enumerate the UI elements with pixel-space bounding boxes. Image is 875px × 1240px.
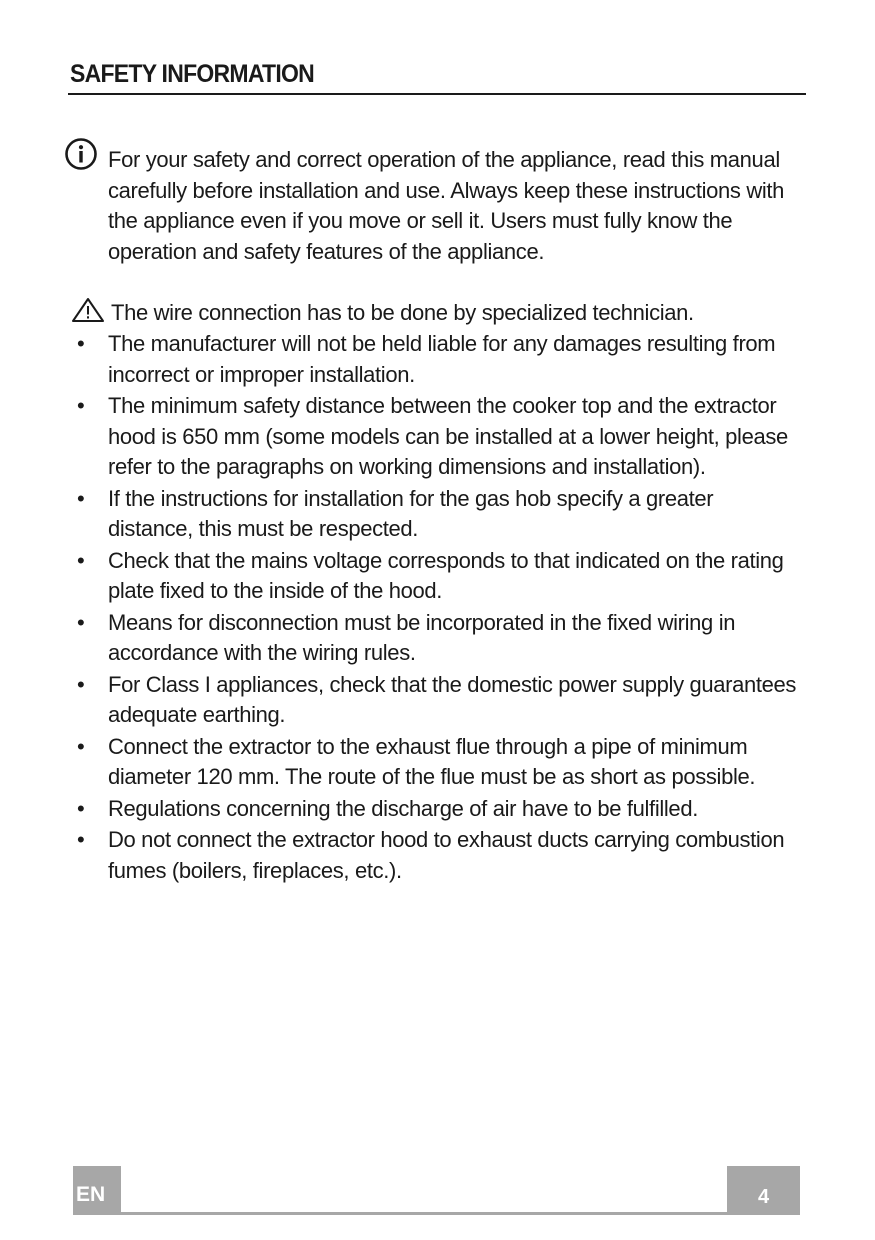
warning-text: The wire connection has to be done by specialized technician. (111, 300, 694, 325)
footer-language-tab: EN (73, 1166, 121, 1215)
bullet-text: The minimum safety distance between the cooker top and the extractor hood is 650 mm (some models can be installed at a lower height, please refer to the paragraphs on working dimensions and installation). (108, 393, 788, 479)
bullet-text: Regulations concerning the discharge of air have to be fulfilled. (108, 795, 698, 821)
bullet-icon: • (77, 547, 85, 573)
bullet-icon: • (77, 795, 85, 821)
bullet-text: If the instructions for installation for the gas hob specify a greater distance, this must be respected. (108, 485, 714, 541)
list-item (0, 670, 798, 731)
footer-divider (121, 1212, 727, 1215)
page-title: SAFETY INFORMATION (70, 60, 315, 88)
list-item (0, 391, 798, 483)
list-item (0, 825, 798, 886)
bullet-text: Means for disconnection must be incorporated in the fixed wiring in accordance with the wiring rules. (108, 609, 736, 665)
bullet-text: The manufacturer will not be held liable for any damages resulting from incorrect or improper installation. (108, 331, 776, 387)
title-divider (68, 93, 806, 95)
bullet-icon: • (77, 393, 85, 418)
info-paragraph: For your safety and correct operation of the appliance, read this manual carefully before installation and use. Always keep these instructions with the appliance even if you move or sell it. Users must fully know the operation and safety features of the appliance. (108, 147, 785, 264)
list-item (0, 484, 798, 545)
bullet-icon: • (77, 485, 85, 511)
list-item (0, 329, 798, 390)
bullet-text: Check that the mains voltage corresponds to that indicated on the rating plate fixed to the inside of the hood. (108, 547, 784, 603)
bullet-icon: • (77, 827, 85, 852)
bullet-icon: • (77, 671, 85, 697)
bullet-icon: • (77, 331, 85, 356)
list-item (0, 608, 798, 669)
safety-bullet-list (0, 329, 875, 887)
bullet-text: Do not connect the extractor hood to exhaust ducts carrying combustion fumes (boilers, fireplaces, etc.). (108, 827, 785, 883)
list-item (0, 794, 798, 825)
info-circle-icon (64, 137, 98, 171)
bullet-icon: • (77, 609, 85, 635)
bullet-text: For Class I appliances, check that the domestic power supply guarantees adequate earthing. (108, 671, 797, 727)
bullet-text: Connect the extractor to the exhaust flue through a pipe of minimum diameter 120 mm. The route of the flue must be as short as possible. (108, 733, 756, 789)
bullet-icon: • (77, 733, 85, 759)
list-item (0, 732, 798, 793)
warning-triangle-icon (71, 297, 105, 323)
footer-page-number: 4 (727, 1166, 800, 1215)
list-item (0, 546, 798, 607)
